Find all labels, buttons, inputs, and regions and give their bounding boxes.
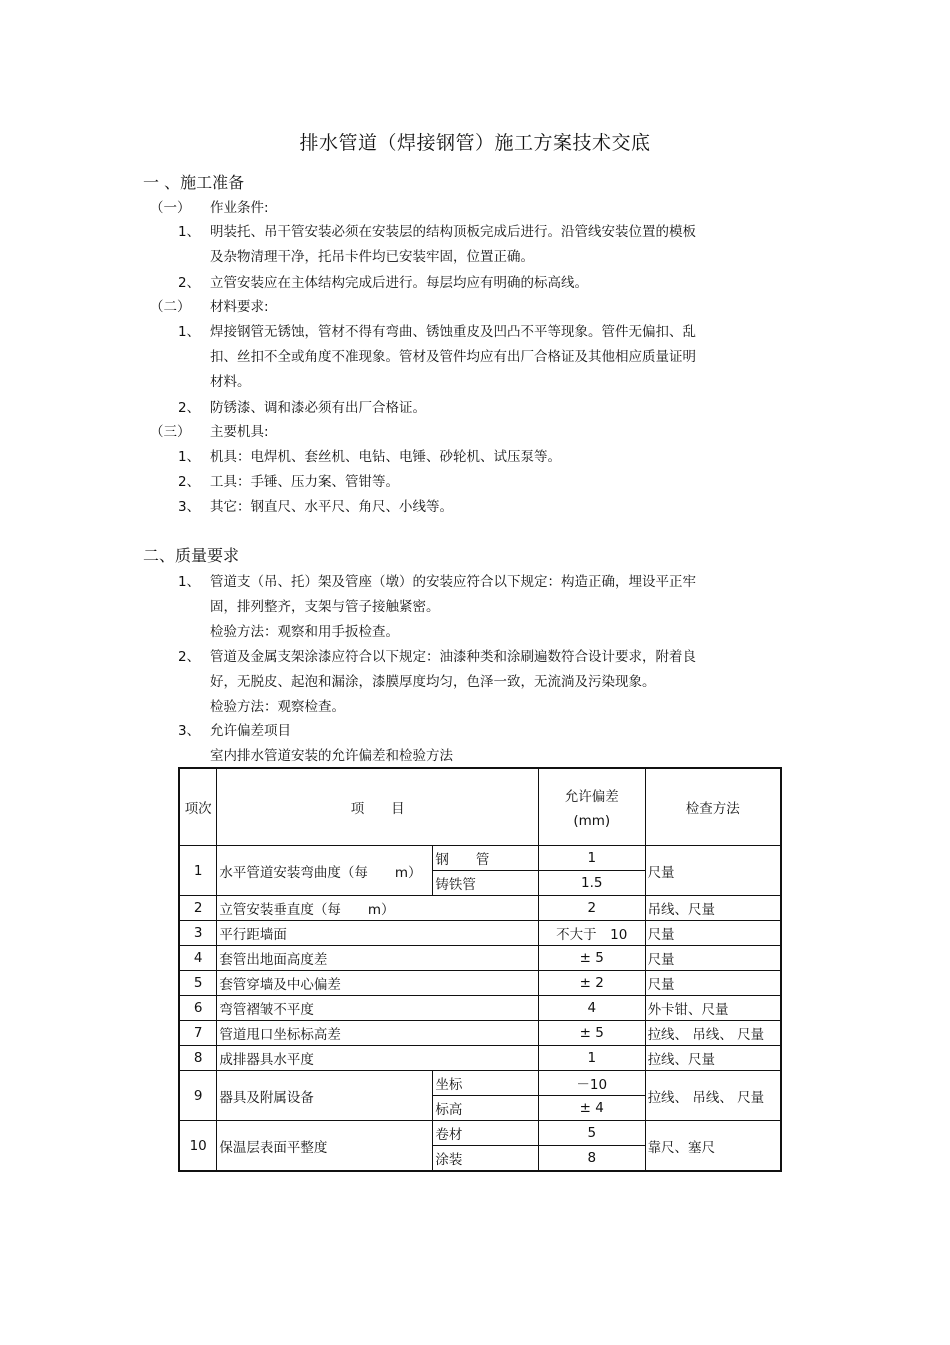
text-line: 允许偏差项目	[210, 723, 291, 739]
item-num: 2、	[178, 474, 201, 490]
header-tolerance	[538, 768, 645, 846]
text-line: 固，排列整齐，支架与管子接触紧密。	[210, 599, 440, 615]
table-row	[179, 1046, 781, 1071]
cell-tolerance: －10	[538, 1071, 645, 1096]
cell-item: 保温层表面平整度	[217, 1121, 433, 1172]
cell-method: 尺量	[645, 971, 781, 996]
sub2-label: （二）	[150, 299, 191, 315]
cell-no: 7	[179, 1021, 217, 1046]
cell-item: 套管出地面高度差	[217, 946, 539, 971]
table-row	[179, 1021, 781, 1046]
text-line: 检验方法：观察检查。	[210, 699, 345, 715]
text-line: 明装托、吊干管安装必须在安装层的结构顶板完成后进行。沿管线安装位置的模板	[210, 224, 696, 240]
text-line: 防锈漆、调和漆必须有出厂合格证。	[210, 400, 426, 416]
item-num: 1、	[178, 224, 201, 240]
item-num: 1、	[178, 574, 201, 590]
cell-tolerance: ± 4	[538, 1096, 645, 1121]
item-num: 3、	[178, 723, 201, 739]
cell-item: 水平管道安装弯曲度（每 m）	[217, 846, 433, 896]
table-row	[179, 971, 781, 996]
text-line: 及杂物清理干净，托吊卡件均已安装牢固，位置正确。	[210, 249, 534, 265]
table-row	[179, 896, 781, 921]
cell-tolerance: 不大于 10	[538, 921, 645, 946]
cell-item: 成排器具水平度	[217, 1046, 539, 1071]
cell-item: 套管穿墙及中心偏差	[217, 971, 539, 996]
text-line: 焊接钢管无锈蚀，管材不得有弯曲、锈蚀重皮及凹凸不平等现象。管件无偏扣、乱	[210, 324, 696, 340]
cell-method: 拉线、 吊线、 尺量	[645, 1071, 781, 1121]
text-line: 机具：电焊机、套丝机、电钻、电锤、砂轮机、试压泵等。	[210, 449, 561, 465]
cell-subitem: 钢 管	[433, 846, 539, 871]
cell-tolerance: 2	[538, 896, 645, 921]
sub1-title: 作业条件:	[210, 200, 269, 216]
text-line: 管道及金属支架涂漆应符合以下规定：油漆种类和涂刷遍数符合设计要求，附着良	[210, 649, 696, 665]
cell-no: 8	[179, 1046, 217, 1071]
cell-method: 拉线、 吊线、 尺量	[645, 1021, 781, 1046]
header-no: 项次	[179, 768, 217, 846]
item-num: 3、	[178, 499, 201, 515]
table-row	[179, 1071, 781, 1096]
sub1-label: （一）	[150, 200, 191, 216]
cell-tolerance: ± 5	[538, 1021, 645, 1046]
text-line: 检验方法：观察和用手扳检查。	[210, 624, 399, 640]
sub2-title: 材料要求:	[210, 299, 269, 315]
cell-tolerance: 1	[538, 1046, 645, 1071]
item-num: 2、	[178, 275, 201, 291]
cell-tolerance: 1.5	[538, 871, 645, 896]
sub3-label: （三）	[150, 424, 191, 440]
cell-method: 尺量	[645, 921, 781, 946]
cell-no: 3	[179, 921, 217, 946]
cell-method: 拉线、尺量	[645, 1046, 781, 1071]
header-tolerance-unit: (mm)	[573, 813, 611, 829]
table-row	[179, 921, 781, 946]
cell-item: 器具及附属设备	[217, 1071, 433, 1121]
table-row	[179, 996, 781, 1021]
cell-item: 平行距墙面	[217, 921, 539, 946]
table-row	[179, 1121, 781, 1146]
text-line: 工具：手锤、压力案、管钳等。	[210, 474, 399, 490]
text-line: 好，无脱皮、起泡和漏涂，漆膜厚度均匀，色泽一致，无流淌及污染现象。	[210, 674, 656, 690]
tolerance-table	[178, 767, 782, 1172]
header-method: 检查方法	[645, 768, 781, 846]
cell-method: 靠尺、塞尺	[645, 1121, 781, 1172]
cell-subitem: 铸铁管	[433, 871, 539, 896]
section-2-heading: 二、质量要求	[143, 546, 240, 565]
cell-item: 管道甩口坐标标高差	[217, 1021, 539, 1046]
cell-no: 9	[179, 1071, 217, 1121]
cell-method: 外卡钳、尺量	[645, 996, 781, 1021]
table-header-row	[179, 768, 781, 846]
cell-tolerance: 8	[538, 1146, 645, 1172]
cell-no: 1	[179, 846, 217, 896]
cell-tolerance: 5	[538, 1121, 645, 1146]
text-line: 立管安装应在主体结构完成后进行。每层均应有明确的标高线。	[210, 275, 588, 291]
item-num: 2、	[178, 400, 201, 416]
table-row	[179, 846, 781, 871]
text-line: 扣、丝扣不全或角度不准现象。管材及管件均应有出厂合格证及其他相应质量证明	[210, 349, 696, 365]
cell-method: 尺量	[645, 946, 781, 971]
header-tolerance-label: 允许偏差	[564, 789, 619, 805]
cell-subitem: 涂装	[433, 1146, 539, 1172]
cell-no: 5	[179, 971, 217, 996]
text-line: 管道支（吊、托）架及管座（墩）的安装应符合以下规定：构造正确，埋设平正牢	[210, 574, 696, 590]
cell-subitem: 标高	[433, 1096, 539, 1121]
cell-tolerance: 1	[538, 846, 645, 871]
cell-subitem: 卷材	[433, 1121, 539, 1146]
cell-method: 尺量	[645, 846, 781, 896]
cell-tolerance: ± 2	[538, 971, 645, 996]
item-num: 2、	[178, 649, 201, 665]
cell-tolerance: ± 5	[538, 946, 645, 971]
cell-no: 10	[179, 1121, 217, 1172]
text-line: 其它：钢直尺、水平尺、角尺、小线等。	[210, 499, 453, 515]
cell-no: 2	[179, 896, 217, 921]
cell-no: 6	[179, 996, 217, 1021]
cell-method: 吊线、尺量	[645, 896, 781, 921]
table-caption: 室内排水管道安装的允许偏差和检验方法	[210, 748, 453, 764]
header-item: 项 目	[217, 768, 539, 846]
section-1-heading: 一 、施工准备	[143, 173, 245, 192]
item-num: 1、	[178, 324, 201, 340]
text-line: 材料。	[210, 374, 251, 390]
table-row	[179, 946, 781, 971]
document-title: 排水管道（焊接钢管）施工方案技术交底	[299, 132, 651, 154]
cell-subitem: 坐标	[433, 1071, 539, 1096]
sub3-title: 主要机具:	[210, 424, 269, 440]
item-num: 1、	[178, 449, 201, 465]
cell-item: 立管安装垂直度（每 m）	[217, 896, 539, 921]
cell-no: 4	[179, 946, 217, 971]
cell-item: 弯管褶皱不平度	[217, 996, 539, 1021]
cell-tolerance: 4	[538, 996, 645, 1021]
